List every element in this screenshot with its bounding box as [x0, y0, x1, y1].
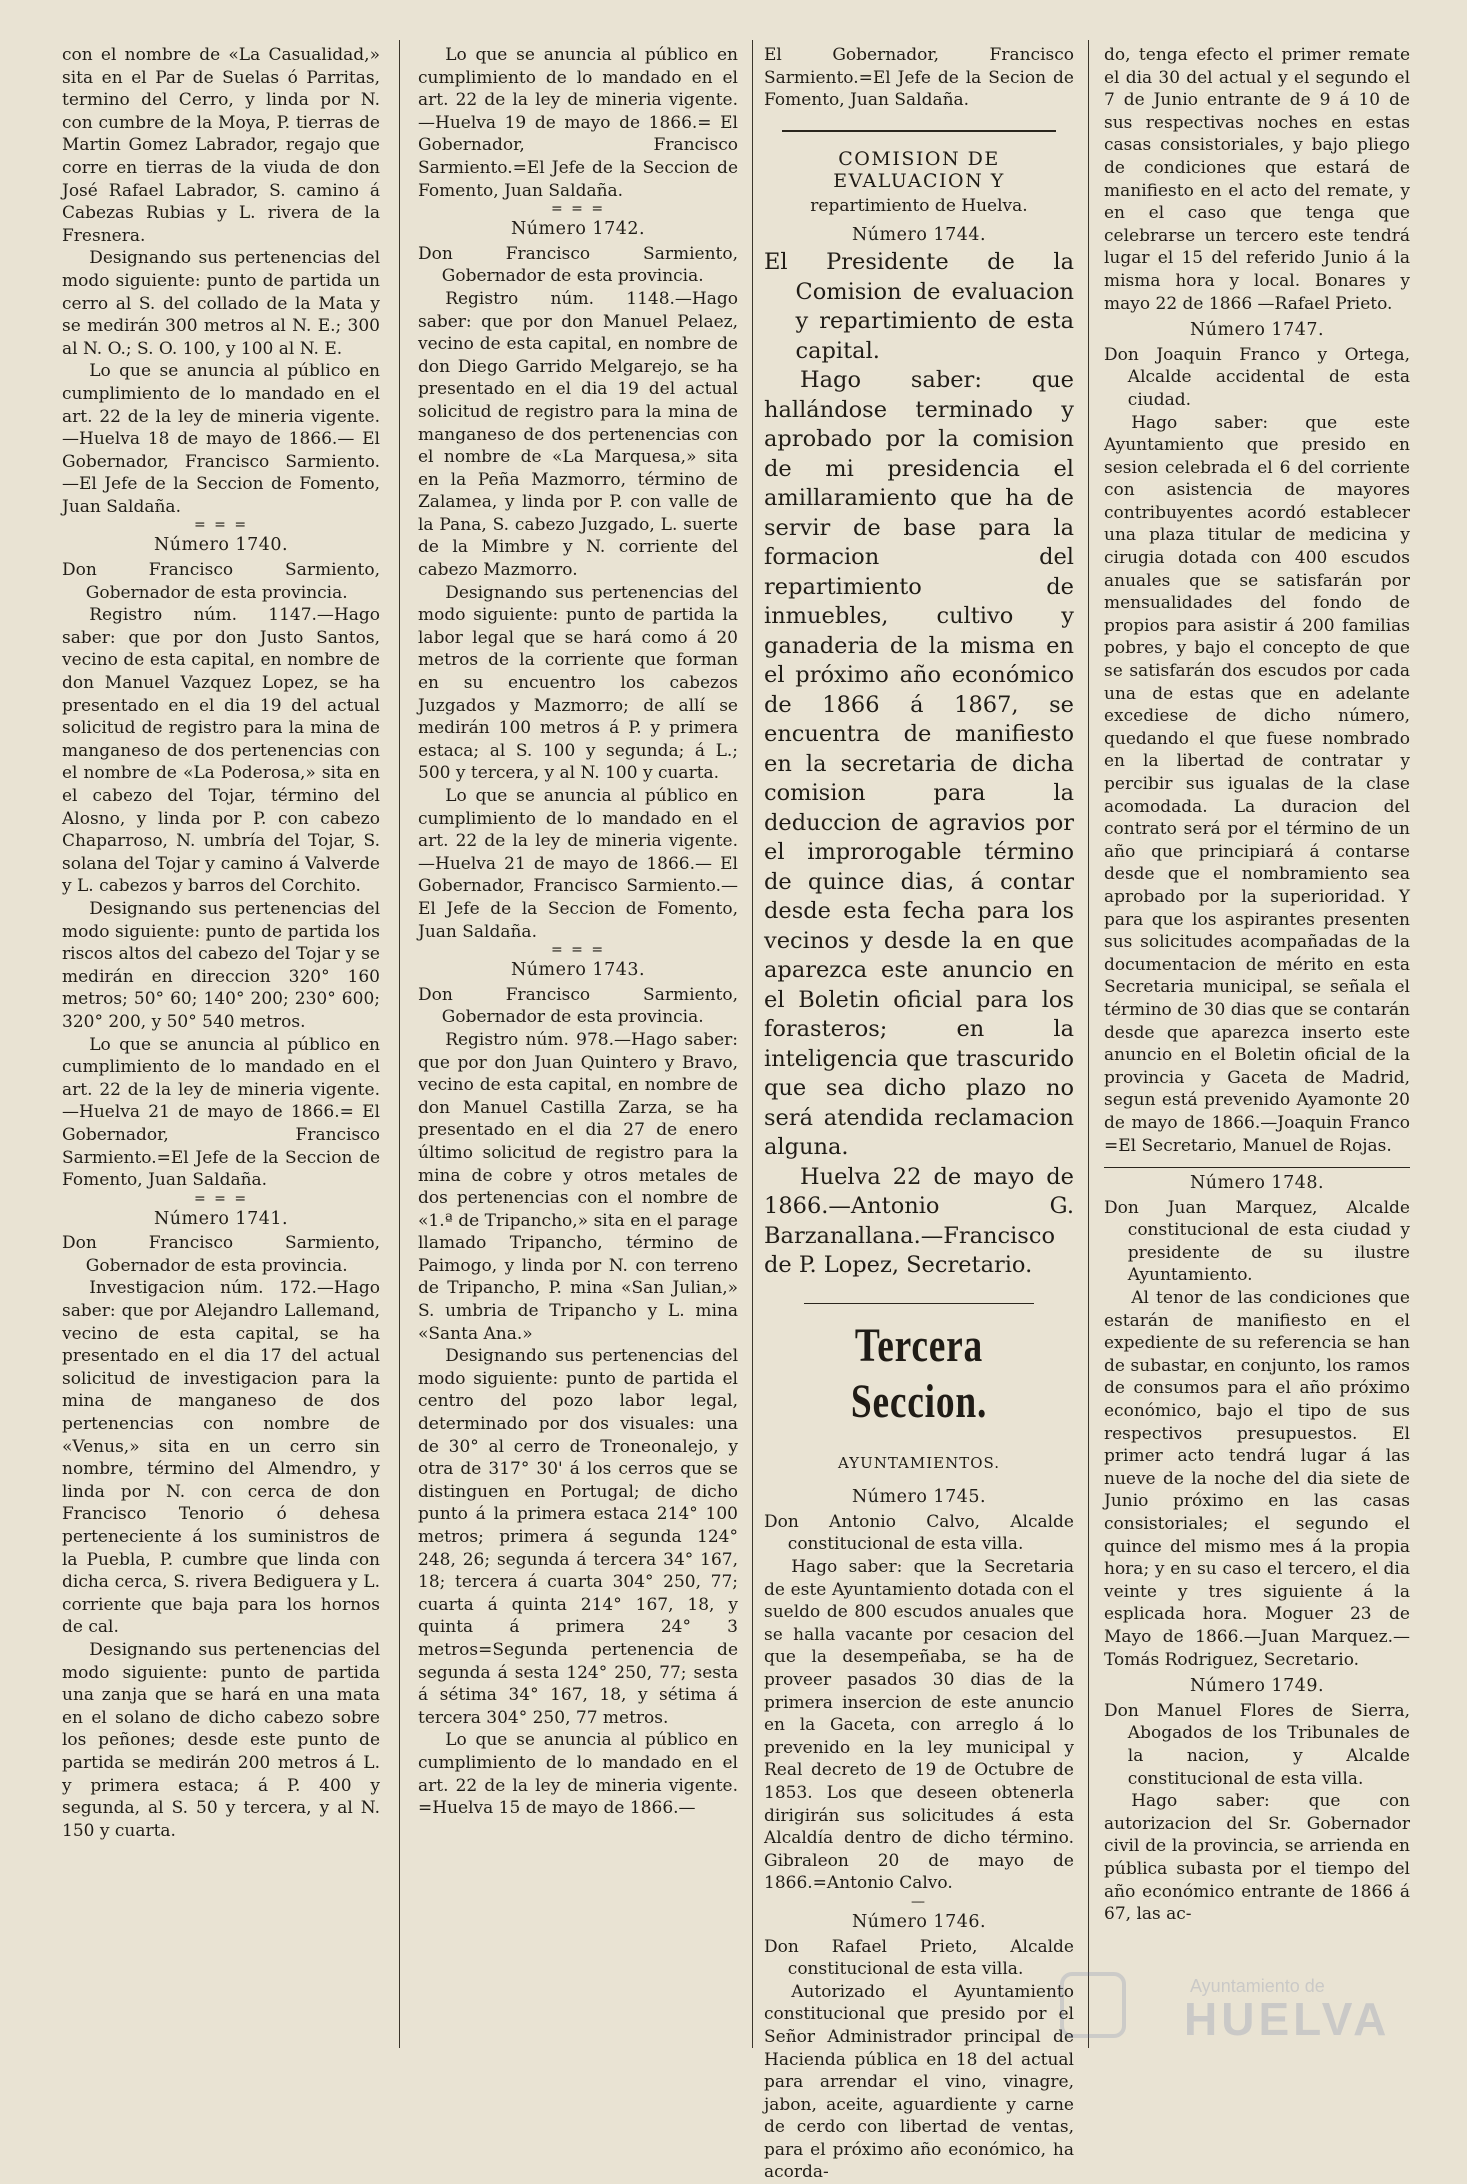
watermark-small-text: Ayuntamiento de	[1190, 1976, 1325, 1996]
paragraph: Hago saber: que hallándose terminado y aprobado por la comision de mi presidencia el amillaramiento que ha de servir de base para la formacion del repartimiento de inmuebles, cultivo y ganaderia de la misma en el próximo año económico de 1866 á 1867, se encuentra de manifiesto en la secretaria de dicha comision para la deduccion de agravios por el improrogable término de quince dias, á contar desde esta fecha para los vecinos y desde la en que aparezca este anuncio en el Boletin oficial para los forasteros; en la inteligencia que trascurido que sea dicho plazo no será atendida reclamacion alguna.	[764, 367, 1074, 1161]
notice-number: Número 1749.	[1189, 1676, 1325, 1697]
notice-issuer: Don Francisco Sarmiento, Gobernador de esta provincia.	[62, 560, 380, 603]
paragraph: Designando sus pertenencias del modo siguiente: punto de partida un cerro al S. del collado de la Mata y se medirán 300 metros al N. E.; 300 al N. O.; S. O. 100, y 100 al N. E.	[62, 248, 380, 359]
notice-number: Número 1740.	[153, 535, 289, 556]
notice-issuer: Don Francisco Sarmiento, Gobernador de esta provincia.	[62, 1233, 380, 1276]
paragraph: El Gobernador, Francisco Sarmiento.=El Jefe de la Secion de Fomento, Juan Saldaña.	[764, 45, 1074, 111]
notice-number: Número 1745.	[851, 1487, 987, 1508]
column-1	[62, 44, 380, 2048]
subsection-title: AYUNTAMIENTOS.	[837, 1453, 1001, 1472]
section-title: Tercera Seccion.	[850, 1318, 988, 1428]
section-subheading: repartimiento de Huelva.	[810, 195, 1028, 216]
watermark-logo	[1060, 1970, 1460, 2045]
notice-issuer: Don Rafael Prieto, Alcalde constitucional de esta villa.	[764, 1936, 1074, 1980]
separator: = = =	[193, 517, 249, 534]
watermark-big-text: HUELVA	[1184, 1993, 1391, 2045]
notice-issuer: El Presidente de la Comision de evaluacion y repartimiento de esta capital.	[764, 249, 1074, 364]
column-4	[1104, 44, 1410, 2048]
paragraph: Lo que se anuncia al público en cumplimiento de lo mandado en el art. 22 de la ley de mineria vigente. —Huelva 19 de mayo de 1866.= El Gobernador, Francisco Sarmiento.=El Jefe de la Seccion de Fomento, Juan Saldaña.	[418, 45, 738, 201]
paragraph: Designando sus pertenencias del modo siguiente: punto de partida la labor legal que se hará como á 20 metros de la corriente que forman en su encuentro los cabezos Juzgados y Mazmorro; de allí se medirán 100 metros á P. y primera estaca; al S. 100 y segunda; á L.; 500 y tercera, y al N. 100 y cuarta.	[418, 582, 738, 784]
column-divider	[1088, 40, 1089, 2048]
notice-number: Número 1742.	[510, 219, 646, 240]
notice-issuer: Don Juan Marquez, Alcalde constitucional de esta ciudad y presidente de su ilustre Ayuntamiento.	[1104, 1197, 1410, 1286]
notice-number: Número 1748.	[1189, 1173, 1325, 1194]
paragraph: Registro núm. 1147.—Hago saber: que por don Justo Santos, vecino de esta capital, en nombre de don Manuel Vazquez Lopez, se ha presentado en el dia 19 del actual solicitud de registro para la mina de manganeso de dos pertenencias con el nombre de «La Poderosa,» sita en el cabezo del Tojar, término del Alosno, y linda por P. con cabezo Chaparroso, N. umbría del Tojar, S. solana del Tojar y camino á Valverde y L. cabezos y barros del Corchito.	[62, 605, 380, 897]
column-3	[764, 44, 1074, 2183]
paragraph: Registro núm. 978.—Hago saber: que por don Juan Quintero y Bravo, vecino de esta capital, en nombre de don Manuel Castilla Zarza, se ha presentado en el dia 27 de enero último solicitud de registro para la mina de cobre y otros metales de dos pertenencias con el nombre de «1.ª de Tripancho,» sita en el parage llamado Tripancho, término de Paimogo, y linda por N. con terreno de Tripancho, P. mina «San Julian,» S. umbria de Tripancho y L. mina «Santa Ana.»	[418, 1029, 738, 1344]
divider	[782, 130, 1056, 132]
column-2	[418, 44, 738, 2048]
separator: = = =	[550, 201, 606, 218]
notice-number: Número 1743.	[510, 960, 646, 981]
paragraph: Lo que se anuncia al público en cumplimiento de lo mandado en el art. 22 de la ley de mineria vigente. —Huelva 18 de mayo de 1866.— El Gobernador, Francisco Sarmiento. —El Jefe de la Seccion de Fomento, Juan Saldaña.	[62, 361, 380, 517]
notice-issuer: Don Manuel Flores de Sierra, Abogados de los Tribunales de la nacion, y Alcalde constitucional de esta villa.	[1104, 1700, 1410, 1789]
paragraph: Al tenor de las condiciones que estarán de manifiesto en el expediente de su referencia se han de subastar, en conjunto, los ramos de consumos para el año próximo económico, bajo el tipo de sus respectivos presupuestos. El primer acto tendrá lugar á las nueve de la noche del dia siete de Junio próximo en las casas consistoriales; el segundo el quince del mismo mes á la propia hora; y en su caso el tercero, el dia veinte y tres siguiente á la esplicada hora. Moguer 23 de Mayo de 1866.—Juan Marquez.—Tomás Rodriguez, Secretario.	[1104, 1288, 1410, 1670]
paragraph: Lo que se anuncia al público en cumplimiento de lo mandado en el art. 22 de la ley de mineria vigente. —Huelva 21 de mayo de 1866.— El Gobernador, Francisco Sarmiento.—El Jefe de la Seccion de Fomento, Juan Saldaña.	[418, 786, 738, 942]
paragraph: Lo que se anuncia al público en cumplimiento de lo mandado en el art. 22 de la ley de mineria vigente. =Huelva 15 de mayo de 1866.—	[418, 1730, 738, 1819]
paragraph: Autorizado el Ayuntamiento constitucional que presido por el Señor Administrador principal de Hacienda pública en 18 del actual para arrendar el vino, vinagre, jabon, aceite, aguardiente y carne de cerdo con libertad de ventas, para el próximo año económico, ha acorda-	[764, 1981, 1074, 2183]
paragraph: Lo que se anuncia al público en cumplimiento de lo mandado en el art. 22 de la ley de mineria vigente. —Huelva 21 de mayo de 1866.= El Gobernador, Francisco Sarmiento.=El Jefe de la Seccion de Fomento, Juan Saldaña.	[62, 1034, 380, 1191]
notice-number: Número 1744.	[851, 224, 987, 245]
paragraph: Designando sus pertenencias del modo siguiente: punto de partida el centro del pozo labor legal, determinado por dos visuales: una de 30° al cerro de Troneonalejo, y otra de 317° 30' á los cerros que se distinguen en Portugal; de dicho punto á la primera estaca 214° 100 metros; primera á segunda 124° 248, 26; segunda á tercera 34° 167, 18; tercera á cuarta 304° 250, 77; cuarta á quinta 214° 167, 18, y quinta á primera 24° 3 metros=Segunda pertenencia de segunda á sesta 124° 250, 77; sesta á sétima 34° 167, 18, y sétima á tercera 304° 250, 77 metros.	[418, 1346, 738, 1728]
paragraph: Huelva 22 de mayo de 1866.—Antonio G. Barzanallana.—Francisco de P. Lopez, Secretario.	[764, 1163, 1074, 1279]
paragraph: Hago saber: que con autorizacion del Sr. Gobernador civil de la provincia, se arrienda en pública subasta por el tiempo del año económico entrante de 1866 á 67, las ac-	[1104, 1791, 1410, 1925]
notice-issuer: Don Antonio Calvo, Alcalde constitucional de esta villa.	[764, 1511, 1074, 1555]
paragraph: do, tenga efecto el primer remate el dia 30 del actual y el segundo el 7 de Junio entrante de 9 á 10 de sus respectivas noches en estas casas consistoriales, y bajo pliego de condiciones que estará de manifiesto en el acto del remate, y en el caso que tenga que celebrarse un tercero este tendrá lugar el 15 del referido Junio á la misma hora y local. Bonares y mayo 22 de 1866 —Rafael Prieto.	[1104, 45, 1410, 314]
notice-issuer: Don Francisco Sarmiento, Gobernador de esta provincia.	[418, 984, 738, 1028]
divider	[804, 1303, 1034, 1304]
column-divider	[752, 40, 753, 2048]
paragraph: Designando sus pertenencias del modo siguiente: punto de partida una zanja que se hará en una mata en el solano de dicho cabezo sobre los peñones; desde este punto de partida se medirán 200 metros á L. y primera estaca; á P. 400 y segunda, al S. 50 y tercera, y al N. 150 y cuarta.	[62, 1639, 380, 1841]
notice-number: Número 1746.	[851, 1911, 987, 1932]
paragraph: con el nombre de «La Casualidad,» sita en el Par de Suelas ó Parritas, termino del Cerro, y linda por N. con cumbre de la Moya, P. tierras de Martin Gomez Labrador, regajo que corre en tierras de la viuda de don José Rafael Labrador, S. camino á Cabezas Rubias y L. rivera de la Fresnera.	[62, 45, 380, 246]
paragraph: Hago saber: que este Ayuntamiento que presido en sesion celebrada el 6 del corriente con asistencia de mayores contribuyentes acordó establecer una plaza titular de medicina y cirugia dotada con 400 escudos anuales que se satisfarán por mensualidades del fondo de propios para asistir á 200 familias pobres, y bajo el concepto de que se satisfarán dos escudos por cada una de estas que en adelante excediese de dicho número, quedando el que fuese nombrado en la libertad de contratar y percibir sus igualas de la clase acomodada. La duracion del contrato será por el término de un año que principiará á contarse desde que el nombramiento sea aprobado por la superioridad. Y para que los aspirantes presenten sus solicitudes acompañadas de la documentacion de mérito en esta Secretaria municipal, se señala el término de 30 dias que se contarán desde que aparezca inserto este anuncio en el Boletin oficial de la provincia y Gaceta de Madrid, segun está prevenido Ayamonte 20 de mayo de 1866.—Joaquin Franco =El Secretario, Manuel de Rojas.	[1104, 412, 1410, 1156]
paragraph: Designando sus pertenencias del modo siguiente: punto de partida los riscos altos del cabezo del Tojar y se medirán en direccion 320° 160 metros; 50° 60; 140° 200; 230° 600; 320° 200, y 50° 540 metros.	[62, 898, 380, 1032]
divider	[1104, 1167, 1410, 1168]
notice-issuer: Don Joaquin Franco y Ortega, Alcalde accidental de esta ciudad.	[1104, 344, 1410, 410]
notice-number: Número 1741.	[153, 1208, 289, 1229]
column-divider	[399, 40, 400, 2048]
section-heading: COMISION DE EVALUACION Y	[833, 147, 1005, 193]
paragraph: Investigacion núm. 172.—Hago saber: que por Alejandro Lallemand, vecino de esta capital, se ha presentado en el dia 17 del actual solicitud de investigacion para la mina de manganeso de dos pertenencias con nombre de «Venus,» sita en un cerro sin nombre, término del Almendro, y linda por N. con cerca de don Francisco Tenorio ó dehesa perteneciente á los suministros de la Puebla, P. cumbre que linda con dicha cerca, S. rivera Bediguera y L. corriente que baja para los hornos de cal.	[62, 1278, 380, 1638]
paragraph: Hago saber: que la Secretaria de este Ayuntamiento dotada con el sueldo de 800 escudos anuales que se halla vacante por cesacion del que la desempeñaba, se ha de proveer pasados 30 dias de la primera insercion de este anuncio en la Gaceta, con arreglo á lo prevenido en la ley municipal y Real decreto de 19 de Octubre de 1853. Los que deseen obtenerla dirigirán sus solicitudes á esta Alcaldía dentro de dicho término. Gibraleon 20 de mayo de 1866.=Antonio Calvo.	[764, 1557, 1074, 1894]
separator: —	[911, 1893, 927, 1910]
separator: = = =	[193, 1190, 249, 1207]
separator: = = =	[550, 942, 606, 959]
notice-issuer: Don Francisco Sarmiento, Gobernador de esta provincia.	[418, 243, 738, 287]
paragraph: Registro núm. 1148.—Hago saber: que por don Manuel Pelaez, vecino de esta capital, en nombre de don Diego Garrido Melgarejo, se ha presentado en el dia 19 del actual solicitud de registro para la mina de manganeso de dos pertenencias con el nombre de «La Marquesa,» sita en la Peña Mazmorro, término de Zalamea, y linda por P. con valle de la Pana, S. cabezo Juzgado, L. suerte de la Mimbre y N. corriente del cabezo Mazmorro.	[418, 288, 738, 581]
notice-number: Número 1747.	[1189, 320, 1325, 341]
crest-icon	[1060, 1972, 1126, 2038]
